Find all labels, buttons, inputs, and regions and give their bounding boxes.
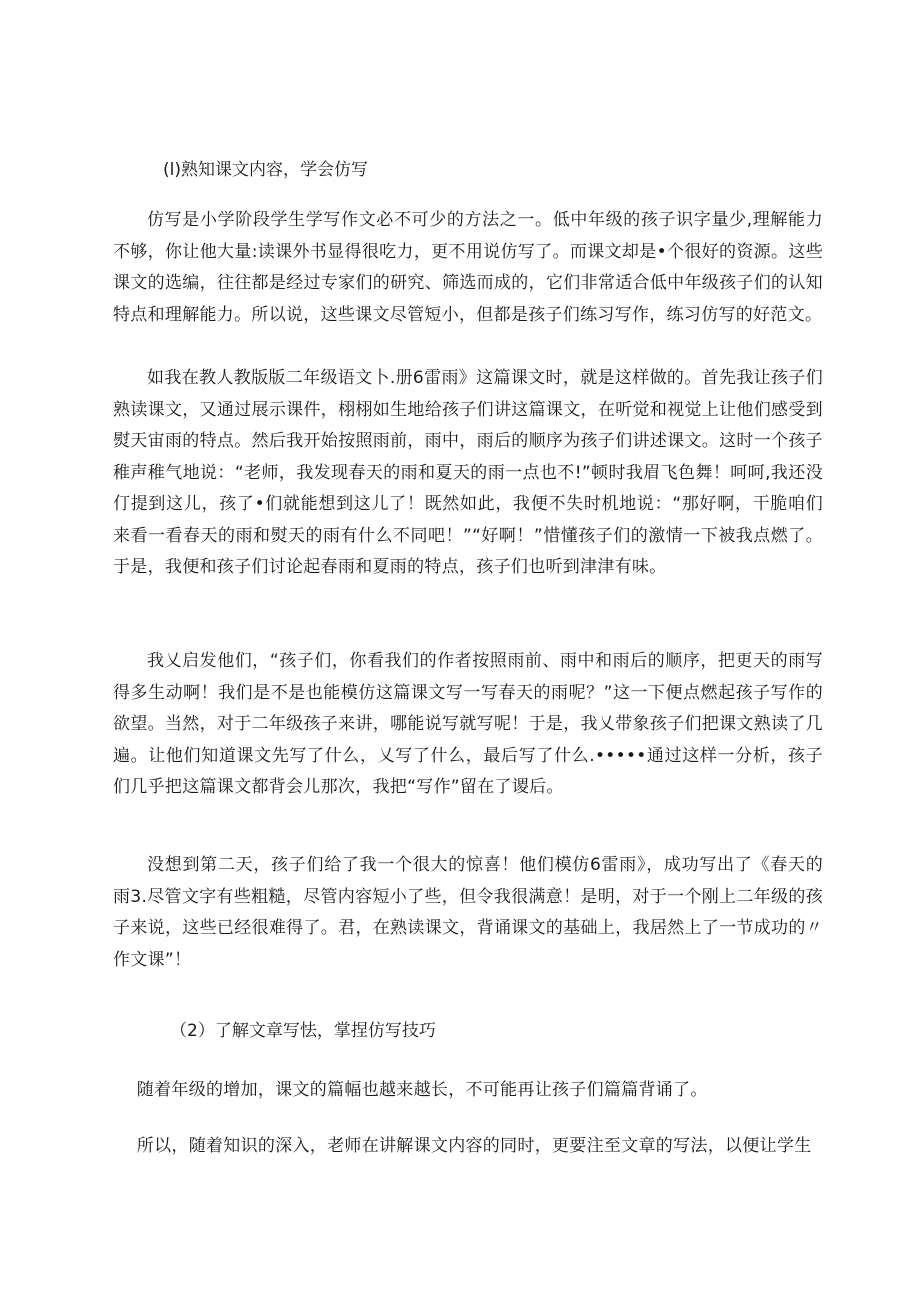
section-heading-2: （2）了解文章写怯，掌捏仿写技巧 — [170, 1021, 436, 1041]
paragraph-6: 所以，随着知识的深入，老师在讲解课文内容的同时，更要注至文章的写法，以便让学生 — [136, 1136, 812, 1156]
paragraph-2: 如我在教人教版版二年级语文卜.册6雷雨》这篇课文时，就是这样做的。首先我让孩子们熟读课文，又通过展示课件，栩栩如生地给孩子们讲这篇课文，在听觉和视觉上让他们感受到熨天宙雨的特点。然后我开始按照雨前，雨中，雨后的顺序为孩子们讲述课文。这时一个孩子稚声稚气地说：“老师，我发现春天的雨和夏天的雨一点也不!”顿时我眉飞色舞！呵呵,我还没仃提到这儿，孩了•们就能想到这儿了！既然如此，我便不失时机地说：“那好啊，干脆咱们来看一看春天的雨和熨天的雨有什么不同吧！”“好啊！”惜懂孩子们的激情一下被我点燃了。于是，我便和孩子们讨论起春雨和夏雨的特点，孩子们也听到津津有味。 — [113, 368, 823, 577]
section-heading-1: (l)熟知课文内容，学会仿写 — [163, 160, 368, 180]
paragraph-3: 我乂启发他们，“孩子们，你看我们的作者按照雨前、雨中和雨后的顺序，把更天的雨写得多生动啊！我们是不是也能模仿这篇课文写一写春天的雨呢？”这一下便点燃起孩子写作的欲望。当然，对于二年级孩子来讲，哪能说写就写呢！于是，我乂带象孩子们把课文熟读了几遍。让他们知道课文先写了什么，乂写了什么，最后写了什么.•••••通过这样一分析，孩子们几乎把这篇课文都背会儿那次，我把“写作”留在了谡后。 — [113, 651, 823, 797]
paragraph-5: 随着年级的增加，课文的篇幅也越来越长，不可能再让孩子们篇篇背诵了。 — [136, 1080, 708, 1100]
paragraph-1: 仿写是小学阶段学生学写作文必不可少的方法之一。低中年级的孩子识字量少,理解能力不够，你让他大量:读课外书显得很吃力，更不用说仿写了。而课文却是•个很好的资源。这些课文的选编，往往都是经过专家们的研究、筛选而成的，它们非常适合低中年级孩子们的认知特点和理解能力。所以说，这些课文尽管短小，但都是孩子们练习写作，练习仿写的好范文。 — [113, 210, 823, 325]
paragraph-4: 没想到第二天，孩子们给了我一个很大的惊喜！他们模仿6雷雨》，成功写出了《春天的雨3.尽管文字有些粗糙，尽管内容短小了些，但令我很满意！是明，对于一个刚上二年级的孩子来说，这些已经很难得了。君，在熟读课文，背诵课文的基础上，我居然上了一节成功的〃作文课”！ — [113, 855, 823, 970]
